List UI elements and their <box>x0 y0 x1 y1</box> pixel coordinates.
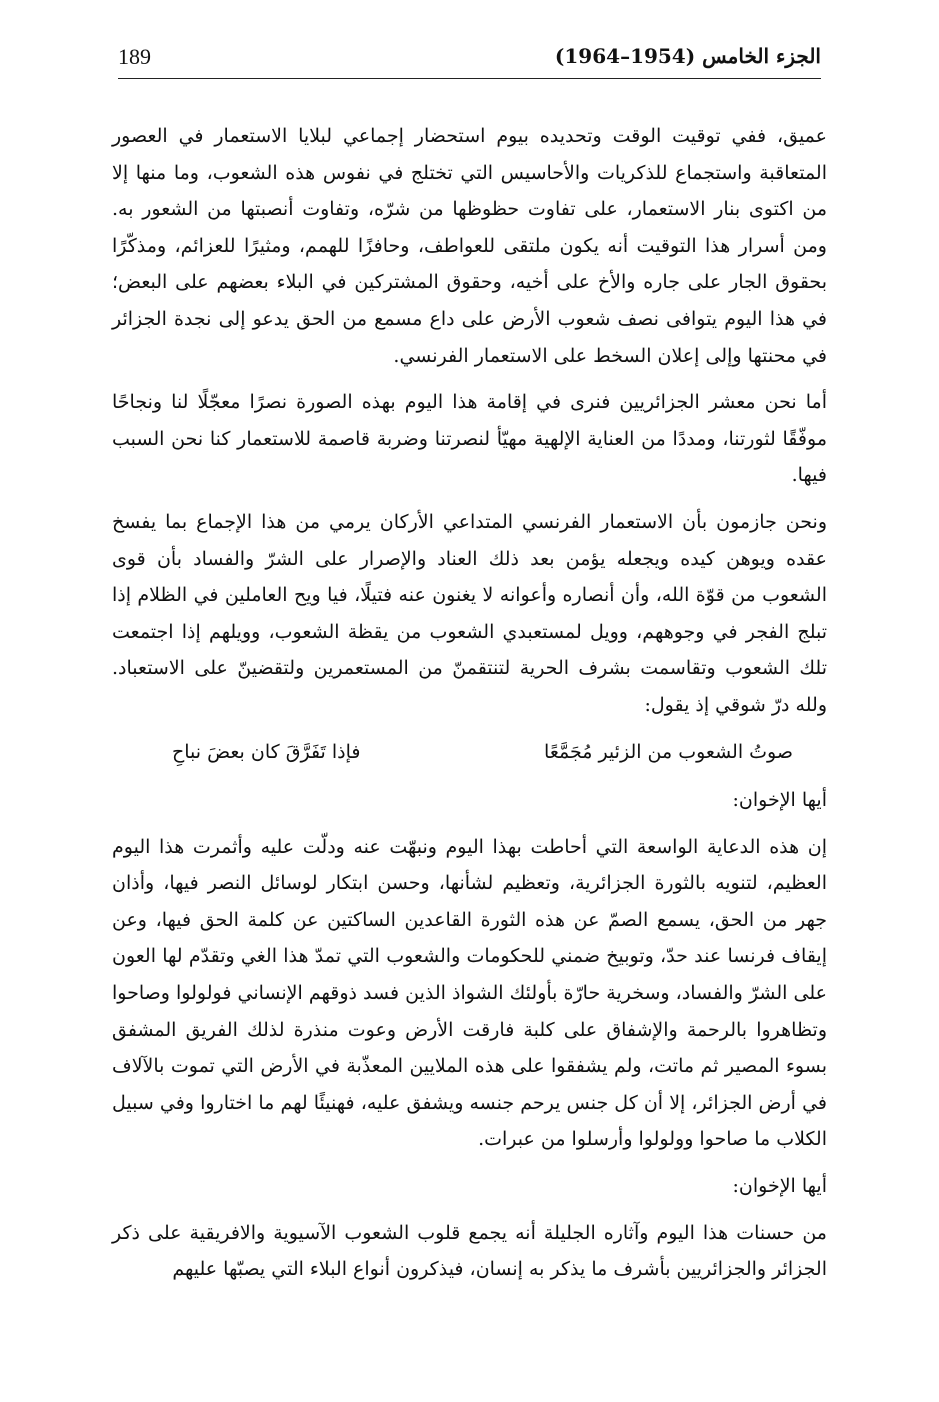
poem-hemistich-left: فإذا تَفَرَّقَ كان بعضَ نباحِ <box>172 740 361 763</box>
poem-verse <box>112 734 827 771</box>
paragraph-2: أما نحن معشر الجزائريين فنرى في إقامة هذا اليوم بهذه الصورة نصرًا معجّلًا لنا ونجاحًا موفّقًا لثورتنا، ومددًا من العناية الإلهية مهيّأ لنصرتنا وضربة قاصمة للاستعمار كنا نحن السبب فيها. <box>112 391 827 487</box>
paragraph-5: من حسنات هذا اليوم وآثاره الجليلة أنه يجمع قلوب الشعوب الآسيوية والافريقية على ذكر الجزائر والجزائريين بأشرف ما يذكر به إنسان، فيذكرون أنواع البلاء التي يصبّها عليهم <box>112 1221 827 1281</box>
running-title: الجزء الخامس (1954–1964) <box>554 44 821 68</box>
section-heading-1: أيها الإخوان: <box>732 789 827 812</box>
paragraph-3: ونحن جازمون بأن الاستعمار الفرنسي المتداعي الأركان يرمي من هذا الإجماع بما يفسخ عقده ويوهن كيده ويجعله يؤمن بعد ذلك العناد والإصرار على الشرّ والفساد بأن قوى الشعوب من قوّة الله، وأن أنصاره وأعوانه لا يغنون عنه فتيلًا، فيا ويح العاملين في الظلام إذا تبلج الفجر في وجوههم، وويل لمستعبدي الشعوب من يقظة الشعوب، وويلهم إذا اجتمعت تلك الشعوب وتقاسمت بشرف الحرية لتنتقمنّ من المستعمرين ولتقضينّ على الاستعباد. ولله درّ شوقي إذ يقول: <box>112 510 827 716</box>
paragraph-1: عميق، ففي توقيت الوقت وتحديده بيوم استحضار إجماعي لبلايا الاستعمار في العصور المتعاقبة واستجماع للذكريات والأحاسيس التي تختلج في نفوس هذه الشعوب، وما منها إلا من اكتوى بنار الاستعمار، على تفاوت حظوظها من شرّه، وتفاوت أنصبتها من الشعور به. ومن أسرار هذا التوقيت أنه يكون ملتقى للعواطف، وحافزًا للهمم، ومثيرًا للعزائم، ومذكّرًا بحقوق الجار على جاره والأخ على أخيه، وحقوق المشتركين في البلاء بعضهم على البعض؛ في هذا اليوم يتوافى نصف شعوب الأرض على داع مسمع من الحق يدعو إلى نجدة الجزائر في محنتها وإلى إعلان السخط على الاستعمار الفرنسي. <box>112 125 827 367</box>
section-heading-2: أيها الإخوان: <box>732 1175 827 1198</box>
page-number: 189 <box>118 44 151 69</box>
paragraph-4: إن هذه الدعاية الواسعة التي أحاطت بهذا اليوم ونبهّت عنه ودلّت عليه وأثمرت هذا اليوم العظيم، لتنويه بالثورة الجزائرية، وتعظيم لشأنها، وحسن ابتكار لوسائل النصر فيها، وأذان جهر من الحق، يسمع الصمّ عن هذه الثورة القاعدين الساكتين عن كلمة الحق فيها، وعن إيقاف فرنسا عند حدّ، وتوبيخ ضمني للحكومات والشعوب التي تمدّ هذا الغي وتقدّم لها العون على الشرّ والفساد، وسخرية حارّة بأولئك الشواذ الذين فسد ذوقهم الإنساني فولولوا وصاحوا وتظاهروا بالرحمة والإشفاق على كلبة فارقت الأرض وعوت منذرة لذلك الفريق المشفق بسوء المصير ثم ماتت، ولم يشفقوا على هذه الملايين المعذّبة في الأرض التي تموت بالآلاف في أرض الجزائر، إلا أن كل جنس يرحم جنسه ويشفق عليه، فهنيئًا لهم ما اختاروا وفي سبيل الكلاب ما صاحوا وولولوا وأرسلوا من عبرات. <box>112 835 827 1151</box>
poem-hemistich-right: صوتُ الشعوب من الزئير مُجَمَّعًا <box>544 740 793 763</box>
page-body <box>112 118 827 1298</box>
page-header <box>118 38 821 79</box>
